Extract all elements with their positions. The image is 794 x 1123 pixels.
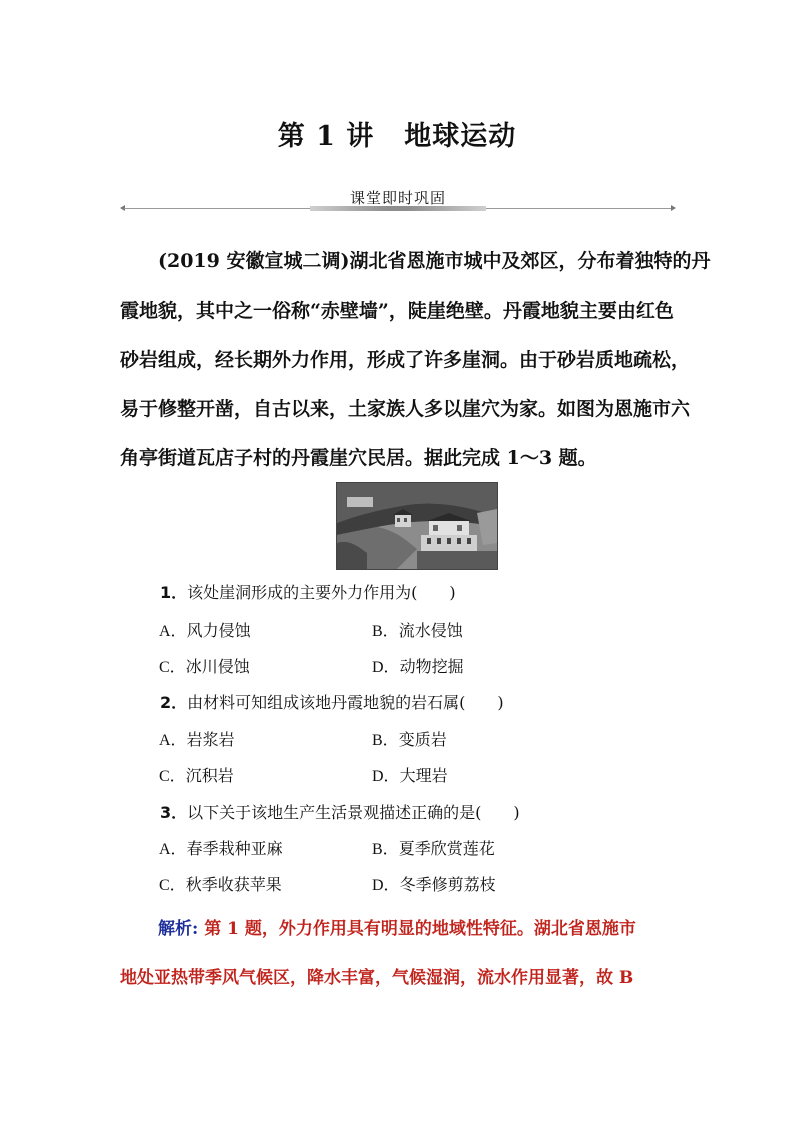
section-label: 课堂即时巩固 — [349, 189, 446, 207]
question-stem: 以下关于该地生产生活景观描述正确的是( ) — [187, 803, 520, 822]
question-number: 2． — [160, 693, 188, 712]
question-3 — [160, 800, 520, 823]
option-2b: B．变质岩 — [372, 730, 447, 749]
lecture-topic: 地球运动 — [404, 121, 517, 152]
intro-line: 易于修整开凿，自古以来，土家族人多以崖穴为家。如图为恩施市六 — [120, 398, 691, 420]
option-3d: D．冬季修剪荔枝 — [372, 875, 496, 894]
analysis-label: 解析: — [158, 919, 199, 939]
photo-illustration — [337, 483, 497, 569]
option-2c: C．沉积岩 — [159, 766, 234, 785]
section-header — [120, 186, 676, 216]
intro-line: (2019 安徽宣城二调)湖北省恩施市城中及郊区，分布着独特的丹 — [158, 250, 711, 272]
option-2a: A．岩浆岩 — [159, 730, 235, 749]
intro-line: 角亭街道瓦店子村的丹霞崖穴民居。据此完成 1～3 题。 — [120, 447, 597, 469]
lecture-number: 第 1 讲 — [277, 121, 375, 152]
question-stem: 由材料可知组成该地丹霞地貌的岩石属( ) — [187, 693, 504, 712]
question-number: 3． — [160, 803, 188, 822]
intro-line: 砂岩组成，经长期外力作用，形成了许多崖洞。由于砂岩质地疏松， — [120, 349, 691, 371]
option-1b: B．流水侵蚀 — [372, 621, 463, 640]
option-2d: D．大理岩 — [372, 766, 448, 785]
question-stem: 该处崖洞形成的主要外力作用为( ) — [187, 583, 456, 602]
option-1c: C．冰川侵蚀 — [159, 657, 250, 676]
cliff-dwelling-photo — [336, 482, 498, 570]
analysis-line: 解析: 第 1 题，外力作用具有明显的地域性特征。湖北省恩施市 — [158, 919, 636, 939]
question-number: 1． — [160, 583, 188, 602]
option-3b: B．夏季欣赏莲花 — [372, 839, 495, 858]
option-1a: A．风力侵蚀 — [159, 621, 251, 640]
analysis-line: 地处亚热带季风气候区，降水丰富，气候湿润，流水作用显著，故 B — [120, 968, 634, 988]
option-3a: A．春季栽种亚麻 — [159, 839, 283, 858]
question-1 — [160, 580, 456, 603]
option-3c: C．秋季收获苹果 — [159, 875, 282, 894]
option-1d: D．动物挖掘 — [372, 657, 464, 676]
question-2 — [160, 690, 504, 713]
intro-line: 霞地貌，其中之一俗称“赤壁墙”，陡崖绝壁。丹霞地貌主要由红色 — [120, 300, 674, 322]
page-title — [0, 114, 794, 153]
